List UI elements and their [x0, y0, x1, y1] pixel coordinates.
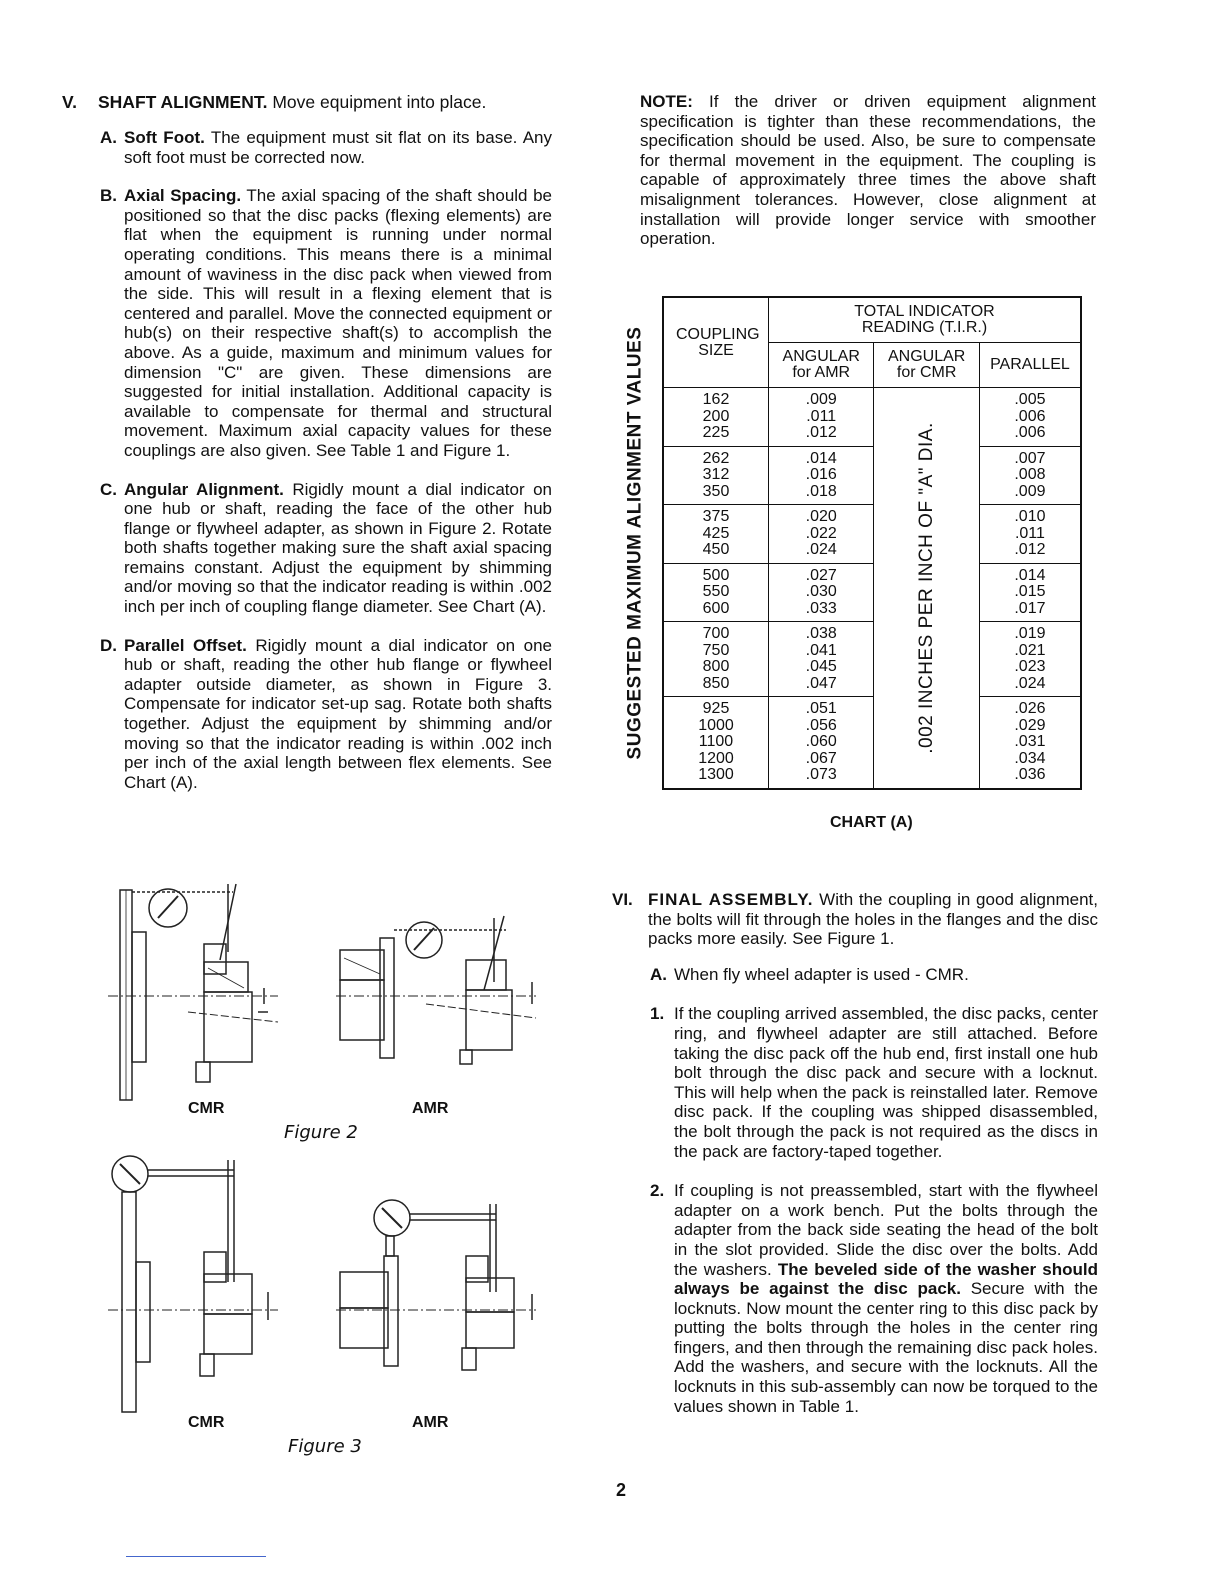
section-heading	[612, 890, 1098, 949]
chart-cell-amr	[769, 697, 874, 789]
chart-cell-amr	[769, 622, 874, 697]
chart-cell-amr	[769, 505, 874, 564]
item-axial-spacing	[100, 186, 552, 460]
size-value: 350	[702, 482, 730, 500]
parallel-value: .024	[1014, 674, 1046, 692]
item-letter: C.	[100, 479, 117, 499]
col-total-indicator-reading	[769, 297, 1082, 343]
size-value: 550	[702, 583, 730, 600]
col-angular-amr	[769, 343, 874, 388]
size-value: 312	[702, 466, 730, 483]
chart-cell-size	[663, 505, 769, 564]
chart-cell-parallel	[979, 563, 1081, 622]
item-text: The equipment must sit flat on its base. Any soft foot must be corrected now.	[124, 128, 552, 167]
item-title: Soft Foot.	[124, 128, 205, 147]
amr-value: .073	[805, 766, 837, 783]
size-value: 450	[702, 541, 730, 558]
page-number: 2	[616, 1480, 627, 1500]
alignment-chart	[662, 296, 1082, 790]
section-final-assembly	[612, 890, 1098, 1436]
parallel-value: .005	[1014, 391, 1046, 408]
note-text: If the driver or driven equipment alignment specification is tighter than these recommendations, the specification should be used. Also, be sure to compensate for thermal movement in the equipment. The coupling is capable of approximately three times the above shaft misalignment tolerances. However, close alignment at installation will provide longer service with smoother operation.	[640, 92, 1096, 249]
parallel-value: .036	[1014, 766, 1046, 783]
col-coupling-size-label: COUPLING SIZE	[676, 325, 760, 359]
amr-value: .030	[805, 583, 837, 600]
chart-group-row	[663, 563, 1081, 622]
amr-value: .012	[805, 424, 837, 441]
parallel-value: .008	[1014, 466, 1046, 483]
figure-3-cmr-label: CMR	[188, 1414, 225, 1431]
chart-side-label-text: SUGGESTED MAXIMUM ALIGNMENT VALUES	[624, 326, 645, 760]
cmr-note: .002 INCHES PER INCH OF "A" DIA.	[915, 422, 937, 754]
item-letter: D.	[100, 635, 117, 655]
chart-side-label	[620, 296, 650, 790]
chart-cell-amr	[769, 563, 874, 622]
note-label: NOTE:	[640, 92, 693, 111]
step-text-cont: Secure with the locknuts. Now mount the center ring to this disc pack by putting the bolts through the holes in the center ring fingers, and then through the remaining disc pack holes. Add the washers, and secure with the locknuts. All the locknuts in this sub-assembly can now be torqued to the values shown in Table 1.	[674, 1279, 1098, 1416]
step-text: If coupling is not preassembled, start with the flywheel adapter on a work bench. Put the bolts through the adapter from the back side seating the head of the bolt in the slot provided. Slide the disc over the bolts. Add the washers.	[674, 1181, 1098, 1279]
item-text: The axial spacing of the shaft should be positioned so that the disc packs (flexing elements) are flat when the equipment is running under normal operating conditions. This means there is a minimal amount of waviness in the disc pack when viewed from the side. This will result in a flexing element that is centered and parallel. Move the connected equipment or hub(s) on their respective shaft(s) to accomplish the above. As a guide, maximum and minimum values for dimension "C" are given. These dimensions are suggested for initial installation. Additional capacity is available to compensate for thermal and structural movement. Maximum axial capacity values for these couplings are also given. See Table 1 and Figure 1.	[124, 186, 553, 460]
section-title: FINAL ASSEMBLY.	[648, 890, 814, 909]
amr-value: .020	[805, 508, 837, 525]
figure-3-cmr-diagram	[108, 1152, 288, 1420]
section-intro: With the coupling in good alignment, the bolts will fit through the holes in the flanges and the disc packs more easily. See Figure 1.	[648, 890, 1098, 949]
chart-cell-size	[663, 563, 769, 622]
size-value: 700	[702, 625, 730, 642]
col-cmr-line2: for CMR	[896, 364, 957, 381]
col-cmr-line1: ANGULAR	[887, 348, 966, 365]
parallel-value: .010	[1014, 508, 1046, 525]
size-value: 500	[702, 566, 730, 584]
item-letter: B.	[100, 186, 117, 206]
figure-2-amr-diagram	[336, 910, 546, 1070]
chart-group-row	[663, 446, 1081, 505]
parallel-value: .017	[1014, 599, 1046, 617]
sub-text: When fly wheel adapter is used - CMR.	[674, 964, 969, 984]
size-value: 425	[702, 524, 730, 542]
amr-value: .051	[805, 700, 837, 717]
size-value: 750	[702, 641, 730, 659]
col-coupling-size	[663, 297, 769, 388]
chart-cell-parallel	[979, 622, 1081, 697]
parallel-value: .026	[1014, 700, 1046, 717]
step-bold-text: The beveled side of the washer should always be against the disc pack.	[674, 1259, 1098, 1299]
amr-value: .018	[805, 482, 837, 500]
amr-value: .067	[805, 749, 837, 767]
size-value: 850	[702, 674, 730, 692]
size-value: 1200	[698, 749, 734, 767]
chart-cell-parallel	[979, 505, 1081, 564]
figure-3-amr-diagram	[336, 1192, 546, 1392]
amr-value: .014	[805, 449, 837, 467]
section-number: VI.	[612, 890, 633, 909]
sub-flywheel-adapter	[650, 965, 1098, 985]
amr-value: .027	[805, 566, 837, 584]
size-value: 225	[702, 424, 730, 441]
size-value: 1300	[698, 766, 734, 783]
size-value: 375	[702, 508, 730, 525]
parallel-value: .034	[1014, 749, 1046, 767]
item-text: Rigidly mount a dial indicator on one hub or shaft, reading the face of the other hub flange or flywheel adapter, as shown in Figure 2. Rotate both shafts together making sure the shaft axial spacing remains constant. Adjust the equipment by shimming and/or moving so that the indicator reading is within .002 inch per inch of coupling flange diameter. See Chart (A).	[124, 479, 552, 617]
item-angular-alignment	[100, 480, 552, 617]
parallel-value: .009	[1014, 482, 1046, 500]
parallel-value: .006	[1014, 424, 1046, 441]
amr-value: .011	[806, 407, 837, 425]
col-angular-cmr	[874, 343, 979, 388]
col-amr-line2: for AMR	[792, 364, 851, 381]
amr-value: .033	[805, 599, 837, 617]
amr-value: .022	[805, 524, 837, 542]
parallel-value: .011	[1014, 524, 1045, 542]
item-title: Axial Spacing.	[124, 186, 242, 206]
section-intro: Move equipment into place.	[267, 92, 487, 112]
amr-value: .060	[805, 733, 837, 750]
section-number: V.	[62, 92, 77, 112]
chart-cell-amr	[769, 388, 874, 447]
chart-body	[663, 388, 1081, 789]
chart-cell-size	[663, 697, 769, 789]
amr-value: .038	[805, 625, 837, 642]
section-shaft-alignment	[62, 92, 552, 811]
item-text: Rigidly mount a dial indicator on one hub or shaft, reading the other hub flange or flywheel adapter outside diameter, as shown in Figure 3. Compensate for indicator set-up sag. Rotate both shafts together. Adjust the equipment by shimming and/or moving so that the indicator reading is within .002 inch per inch of the axial length between flex elements. See Chart (A).	[124, 635, 552, 792]
parallel-value: .006	[1014, 407, 1046, 425]
col-parallel: PARALLEL	[979, 343, 1081, 388]
col-amr-line1: ANGULAR	[782, 348, 860, 365]
chart-cell-size	[663, 446, 769, 505]
chart-cell-amr	[769, 446, 874, 505]
amr-value: .009	[805, 391, 837, 408]
figure-2-cmr-diagram	[108, 872, 288, 1112]
amr-value: .016	[805, 466, 837, 483]
figure-2-cmr-label: CMR	[188, 1100, 225, 1117]
item-letter: A.	[100, 128, 117, 147]
size-value: 600	[702, 599, 730, 617]
chart-group-row	[663, 622, 1081, 697]
chart-group-row	[663, 697, 1081, 789]
size-value: 1100	[698, 733, 734, 750]
parallel-value: .007	[1014, 449, 1046, 467]
chart-cell-size	[663, 388, 769, 447]
item-parallel-offset	[100, 636, 552, 793]
amr-value: .056	[805, 716, 837, 734]
bottom-rule	[126, 1556, 266, 1557]
chart-cell-parallel	[979, 446, 1081, 505]
chart-header-row	[663, 297, 1081, 343]
chart-cell-parallel	[979, 388, 1081, 447]
size-value: 262	[702, 449, 730, 467]
figure-3-caption: Figure 3	[288, 1436, 362, 1457]
section-title: SHAFT ALIGNMENT.	[98, 92, 268, 112]
item-title: Parallel Offset.	[124, 635, 247, 655]
chart-group-row	[663, 388, 1081, 447]
parallel-value: .021	[1014, 641, 1046, 659]
sub-letter: A.	[650, 964, 667, 984]
parallel-value: .029	[1014, 716, 1046, 734]
parallel-value: .023	[1014, 658, 1046, 675]
amr-value: .024	[805, 541, 837, 558]
parallel-value: .031	[1014, 733, 1046, 750]
item-title: Angular Alignment.	[124, 479, 284, 499]
note-block	[640, 92, 1096, 249]
parallel-value: .015	[1014, 583, 1046, 600]
chart-caption: CHART (A)	[830, 814, 913, 831]
amr-value: .041	[805, 641, 837, 659]
step-2	[650, 1181, 1098, 1416]
figure-3-amr-label: AMR	[412, 1414, 449, 1431]
size-value: 800	[702, 658, 730, 675]
step-text: If the coupling arrived assembled, the disc packs, center ring, and flywheel adapter are still attached. Before taking the disc pack off the hub end, first install one hub bolt through the disc pack and secure with a locknut. This will help when the pack is reinstalled later. Remove disc pack. If the coupling was shipped disassembled, the bolt through the pack is not required as the discs in the pack are factory-taped together.	[674, 1004, 1098, 1161]
parallel-value: .019	[1014, 625, 1046, 642]
step-number: 1.	[650, 1004, 665, 1024]
figure-2-amr-label: AMR	[412, 1100, 449, 1117]
item-soft-foot	[100, 128, 552, 167]
chart-cell-cmr	[874, 388, 979, 789]
col-tir-label: TOTAL INDICATOR READING (T.I.R.)	[854, 303, 995, 336]
amr-value: .045	[805, 658, 837, 675]
chart-cell-parallel	[979, 697, 1081, 789]
size-value: 162	[702, 391, 730, 408]
step-1	[650, 1004, 1098, 1161]
parallel-value: .012	[1014, 541, 1046, 558]
parallel-value: .014	[1014, 566, 1046, 584]
chart-group-row	[663, 505, 1081, 564]
section-heading	[62, 92, 552, 112]
size-value: 200	[702, 407, 730, 425]
amr-value: .047	[805, 674, 837, 692]
size-value: 925	[702, 700, 730, 717]
step-number: 2.	[650, 1181, 665, 1201]
chart-cell-size	[663, 622, 769, 697]
size-value: 1000	[698, 716, 734, 734]
figure-2-caption: Figure 2	[284, 1122, 358, 1143]
